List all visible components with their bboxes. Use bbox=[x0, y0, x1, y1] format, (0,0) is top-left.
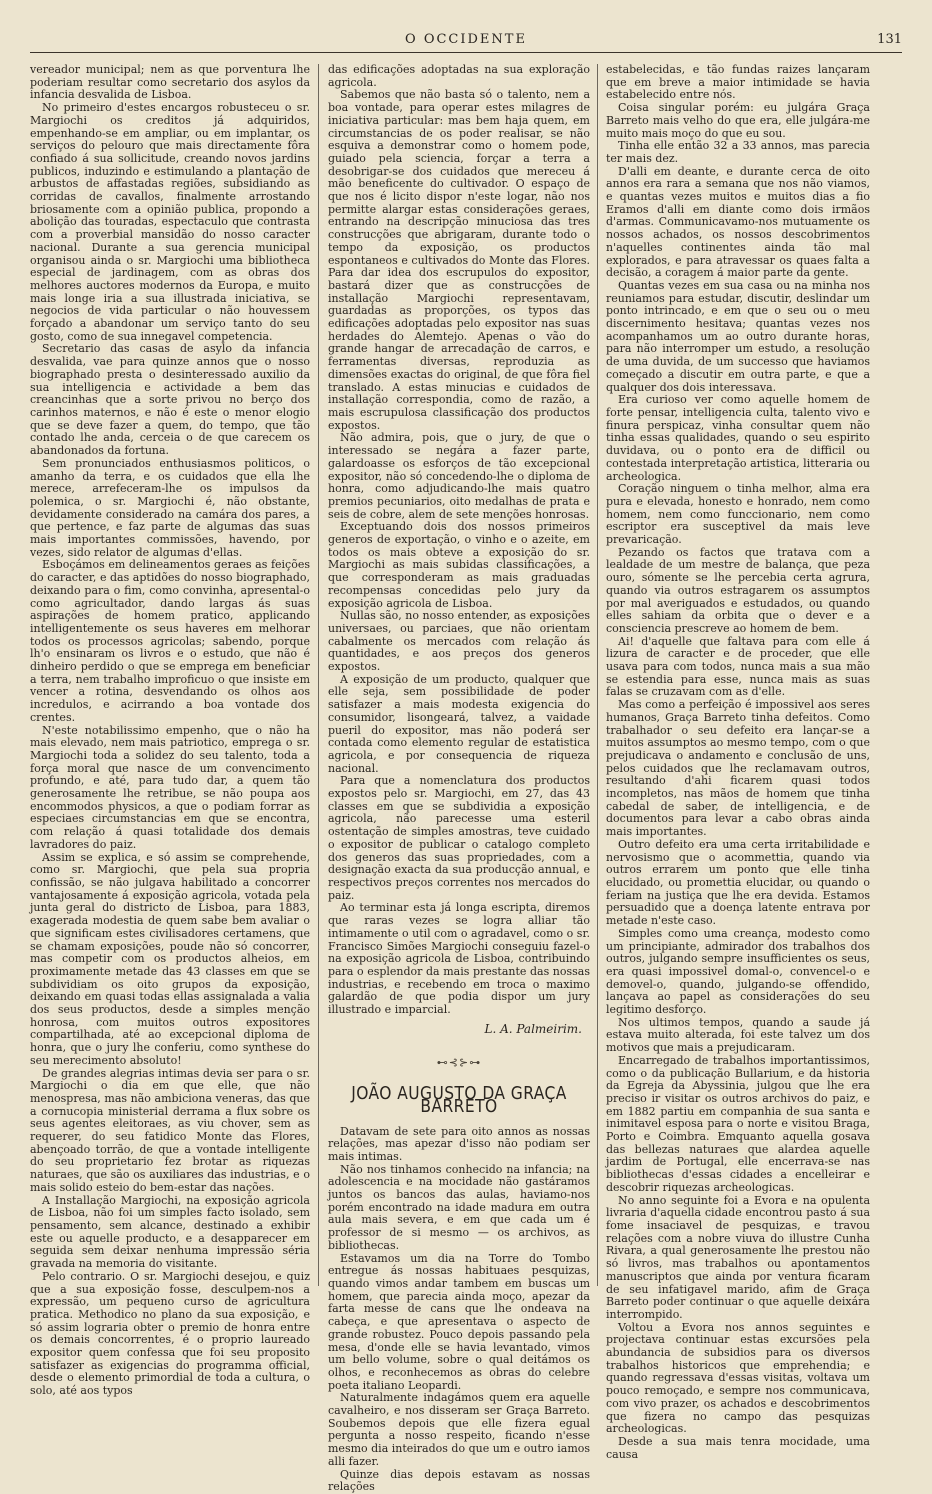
column-divider bbox=[318, 64, 319, 1286]
page-header bbox=[30, 30, 902, 53]
paragraph: A Installação Margiochi, na exposição agricola de Lisboa, não foi um simples facto isolado, sem pensamento, sem alcance, destinado a exhibir este ou aquelle producto, e a desapparecer em seguida sem deixar nenhuma impressão séria gravada na memoria do visitante. bbox=[30, 1193, 310, 1271]
running-title: O OCCIDENTE bbox=[405, 32, 527, 47]
paragraph: A exposição de um producto, qualquer que elle seja, sem possibilidade de poder satisfazer a mais modesta exigencia do consumidor, lisongeará, talvez, a vaidade pueril do expositor, mas não poderá ser contada como elemento regular de estatistica agricola, e por consequencia de riqueza nacional. bbox=[328, 672, 590, 775]
paragraph: Não nos tinhamos conhecido na infancia; na adolescencia e na mocidade não gastáramos juntos os bancos das aulas, haviamo-nos porém encontrado na idade madura em outra aula mais severa, e em que cada um é professor de si mesmo — os archivos, as bibliothecas. bbox=[328, 1162, 590, 1252]
paragraph: Mas como a perfeição é impossivel aos seres humanos, Graça Barreto tinha defeitos. Como trabalhador o seu defeito era lançar-se a muitos assumptos ao mesmo tempo, com o que prejudicava o andamento e conclusão de uns, pelos cuidados que lhe reclamavam outros, resultando d'ahi ficarem quasi todos incompletos, nas mãos de homem que tinha cabedal de saber, de intelligencia, e de documentos para levar a cabo obras ainda mais importantes. bbox=[606, 698, 870, 839]
paragraph: Naturalmente indagámos quem era aquelle cavalheiro, e nos disseram ser Graça Barreto. Soubemos depois que elle fizera egual pergunta a nosso respeito, ficando n'esse mesmo dia inteirados do que um e outro iamos alli fazer. bbox=[328, 1391, 591, 1468]
paragraph: Pelo contrario. O sr. Margiochi desejou, e quiz que a sua exposição fosse, desculpem-nos a expressão, um pequeno curso de agricultura pratica. Methodico no plano da sua exposição, e só assim lograria obter o premio de honra entre os demais concorrentes, é o proprio laureado expositor quem confessa que foi seu proposito satisfazer as exigencias do programma official, desde o elemento primordial de toda a cultura, o solo, até aos typos bbox=[30, 1269, 310, 1398]
paragraph: Assim se explica, e só assim se comprehende, como sr. Margiochi, que pela sua propria confissão, se não julgava habilitado a concorrer vantajosamente á exposição agricola, votada pela junta geral do districto de Lisboa, para 1883, exagerada modestia de quem sabe bem avaliar o que significam estes civilisadores certamens, que se chamam exposições, poude não só concorrer, mas competir com os productos alheios, em proximamente metade das 43 classes em que se subdividiam os oito grupos da exposição, deixando em quasi todas ellas assignalada a valia dos seus productos, desde a simples menção honrosa, com muitos outros expositores compartilhada, até ao excepcional diploma de honra, que o jury lhe conferiu, como synthese do seu merecimento absoluto! bbox=[30, 850, 310, 1067]
paragraph: estabelecidas, e tão fundas raizes lançaram que em breve a maior intimidade se havia estabelecido entre nós. bbox=[606, 63, 870, 102]
paragraph: Desde a sua mais tenra mocidade, uma causa bbox=[606, 1434, 870, 1461]
paragraph: Tinha elle então 32 a 33 annos, mas parecia ter mais dez. bbox=[606, 139, 870, 165]
column-2 bbox=[328, 63, 591, 1494]
column-1 bbox=[30, 63, 310, 1398]
paragraph: Nos ultimos tempos, quando a saude já estava muito alterada, foi este talvez um dos motivos que mais a prejudicaram. bbox=[606, 1015, 870, 1055]
ornament-divider: ⊷⊰⊱⊶ bbox=[436, 1056, 482, 1070]
paragraph: No primeiro d'estes encargos robusteceu o sr. Margiochi os creditos já adquiridos, empenhando-se em ampliar, ou em implantar, os serviços do pelouro que mais directamente fôra confiado á sua sollicitude, creando novos jardins publicos, induzindo e estimulando a plantação de arbustos de affastadas regiões, subsidiando as corridas de cavallos, finalmente arrostando briosamente com a opinião publica, propondo a abolição das touradas, espectaculo que contrasta com a proverbial mansidão do nosso caracter nacional. Durante a sua gerencia municipal organisou ainda o sr. Margiochi uma bibliotheca especial de jardinagem, com as obras dos melhores auctores modernos da Europa, e muito mais longe iria a sua illustrada iniciativa, se negocios de vida particular o não houvessem forçado a abandonar um serviço tanto do seu gosto, como de sua innegavel competencia. bbox=[30, 101, 310, 343]
paragraph: Coisa singular porém: eu julgára Graça Barreto mais velho do que era, elle julgára-me muito mais moço do que eu sou. bbox=[606, 101, 870, 140]
paragraph: Simples como uma creança, modesto como um principiante, admirador dos trabalhos dos outros, julgando sempre insufficientes os seus, era quasi impossivel domal-o, convencel-o e demovel-o, quando, julgando-se offendido, lançava ao papel as considerações do seu legitimo desforço. bbox=[606, 926, 870, 1017]
paragraph: De grandes alegrias intimas devia ser para o sr. Margiochi o dia em que elle, que não menospresa, mas não ambiciona veneras, das que a cornucopia ministerial derrama a flux sobre os seus agentes eleitoraes, as viu chover, sem as requerer, do seu fatidico Monte das Flores, abençoado torrão, de que a vontade intelligente do seu proprietario fez brotar as riquezas naturaes, que são os auxiliares das industrias, e o mais solido esteio do bem-estar das nações. bbox=[30, 1066, 310, 1194]
paragraph: Quantas vezes em sua casa ou na minha nos reuniamos para estudar, discutir, deslindar um ponto intrincado, e em que o seu ou o meu discernimento hesitava; quantas vezes nos acompanhamos um ao outro durante horas, para não interromper um estudo, a resolução de uma duvida, de um successo que haviamos começado a discutir em outra parte, e que a qualquer dos dois interessava. bbox=[606, 278, 870, 394]
author-signature: L. A. Palmeirim. bbox=[484, 1021, 582, 1036]
column-3 bbox=[606, 63, 870, 1461]
page-number: 131 bbox=[877, 32, 902, 47]
paragraph: vereador municipal; nem as que porventura lhe poderiam resultar como secretario dos asylos da infancia desvalida de Lisboa. bbox=[30, 63, 310, 102]
paragraph: Ai! d'aquelle que faltava para com elle á lizura de caracter e de proceder, que elle usava para com todos, nunca mais a sua mão se estendia para esse, nunca mais as suas falas se cruzavam com as d'elle. bbox=[606, 634, 870, 699]
article-title: JOÃO AUGUSTO DA GRAÇA BARRETO bbox=[351, 1083, 567, 1117]
paragraph: Sem pronunciados enthusiasmos politicos, o amanho da terra, e os cuidados que ella lhe merece, arrefeceram-lhe os impulsos da polemica, o sr. Margiochi é, não obstante, devidamente considerado na camára dos pares, a que pertence, e faz parte de algumas das suas mais importantes commissões, havendo, por vezes, sido relator de algumas d'ellas. bbox=[30, 456, 310, 559]
paragraph: Datavam de sete para oito annos as nossas relações, mas apezar d'isso não podiam ser mais intimas. bbox=[328, 1124, 590, 1163]
paragraph: No anno seguinte foi a Evora e na opulenta livraria d'aquella cidade encontrou pasto á sua fome insaciavel de pesquizas, e travou relações com a nobre viuva do illustre Cunha Rivara, a qual generosamente lhe prestou não só livros, mas trabalhos ou apontamentos manuscriptos que ainda por ventura ficaram de seu infatigavel marido, afim de Graça Barreto poder continuar o que aquelle deixára interrompido. bbox=[606, 1193, 870, 1321]
paragraph: Coração ninguem o tinha melhor, alma era pura e elevada, honesto e honrado, nem como homem, nem como funccionario, nem como escriptor era susceptivel da mais leve prevaricação. bbox=[606, 482, 870, 547]
paragraph: Outro defeito era uma certa irritabilidade e nervosismo que o acommettia, quando via outros errarem um ponto que elle tinha elucidado, ou promettia elucidar, ou quando o feriam na justiça que lhe era devida. Estamos persuadido que a doença latente entrava por metade n'este caso. bbox=[606, 837, 870, 928]
paragraph: Pezando os factos que tratava com a lealdade de um mestre de balança, que peza ouro, sómente se lhe percebia certa agrura, quando via outros estragarem os assumptos por mal averiguados e estudados, ou quando elles sahiam da orbita que o dever e a consciencia prescreve ao homem de bem. bbox=[606, 545, 870, 635]
paragraph: Era curioso ver como aquelle homem de forte pensar, intelligencia culta, talento vivo e finura perspicaz, vinha consultar quem não tinha essas qualidades, quando o seu espirito duvidava, ou o ponto era de difficil ou contestada interpretação artistica, litteraria ou archeologica. bbox=[606, 393, 870, 483]
paragraph: Para que a nomenclatura dos productos expostos pelo sr. Margiochi, em 27, das 43 classes em que se subdividia a exposição agricola, não parecesse uma esteril ostentação de simples amostras, teve cuidado o expositor de publicar o catalogo completo dos generos das suas propriedades, com a designação exacta da sua producção annual, e respectivos preços correntes nos mercados do paiz. bbox=[328, 774, 590, 902]
paragraph: Esboçámos em delineamentos geraes as feições do caracter, e das aptidões do nosso biographado, deixando para o fim, como convinha, apresental-o como agricultador, dando largas ás suas aspirações de homem pratico, applicando intelligentemente os seus haveres em melhorar todos os processos agricolas; sabendo, porque lh'o ensinaram os livros e o estudo, que não é dinheiro perdido o que se emprega em beneficiar a terra, nem trabalho improficuo o que insiste em vencer a rotina, desvendando os olhos aos incredulos, e acirrando a boa vontade dos crentes. bbox=[30, 558, 310, 724]
paragraph: Estavamos um dia na Torre do Tombo entregue ás nossas habituaes pesquizas, quando vimos andar tambem em buscas um homem, que parecia ainda moço, apezar da farta messe de cans que lhe ondeava na cabeça, e que apresentava o aspecto de grande robustez. Pouco depois passando pela mesa, d'onde elle se havia levantado, vimos um bello volume, sobre o qual deitámos os olhos, e reconhecemos as obras do celebre poeta italiano Leopardi. bbox=[328, 1251, 590, 1392]
column-divider bbox=[597, 64, 598, 1286]
paragraph: Sabemos que não basta só o talento, nem a boa vontade, para operar estes milagres de iniciativa particular: mas bem haja quem, em circumstancias de os poder realisar, se não esquiva a demonstrar como o homem pode, guiado pela sciencia, forçar a terra a desobrigar-se dos cuidados que mereceu á mão beneficente do cultivador. O espaço de que nos é licito dispor n'este logar, não nos permitte alargar estas considerações geraes, entrando na descripção minuciosa das tres construcções que abrigaram, durante todo o tempo da exposição, os productos espontaneos e cultivados do Monte das Flores. Para dar idea dos escrupulos do expositor, bastará dizer que as construcções de installação Margiochi representavam, guardadas as proporções, os typos das edificações adoptadas pelo expositor nas suas herdades do Alemtejo. Apenas o vão do grande hangar de arrecadação de carros, e ferramentas diversas, reproduzia as dimensões exactas do original, de que fôra fiel translado. A estas minucias e cuidados de installação correspondia, como de razão, a mais escrupulosa classificação dos productos expostos. bbox=[328, 88, 590, 432]
paragraph: N'este notabilissimo empenho, que o não ha mais elevado, nem mais patriotico, emprega o sr. Margiochi toda a solidez do seu talento, toda a força moral que nasce de um convencimento profundo, e até, para tudo dar, a quem tão generosamente lhe retribue, se não poupa aos encommodos physicos, a que o podiam forrar as especiaes circumstancias em que se encontra, com relação á quasi totalidade dos demais lavradores do paiz. bbox=[30, 723, 310, 851]
paragraph: Exceptuando dois dos nossos primeiros generos de exportação, o vinho e o azeite, em todos os mais obteve a exposição do sr. Margiochi as mais subidas classificações, a que corresponderam as mais graduadas recompensas concedidas pelo jury da exposição agricola de Lisboa. bbox=[328, 520, 590, 610]
paragraph: Não admira, pois, que o jury, de que o interessado se negára a fazer parte, galardoasse os esforços de tão excepcional expositor, não só concedendo-lhe o diploma de honra, como adjudicando-lhe mais quatro premios pecuniarios, oito medalhas de prata e seis de cobre, alem de sete menções honrosas. bbox=[328, 431, 590, 521]
paragraph: Voltou a Evora nos annos seguintes e projectava continuar estas excursões pela abundancia de subsidios para os diversos trabalhos historicos que emprehendia; e quando regressava d'essas visitas, voltava um pouco remoçado, e sempre nos communicava, com vivo prazer, os achados e descobrimentos que fizera no campo das pesquizas archeologicas. bbox=[606, 1320, 870, 1436]
paragraph: Encarregado de trabalhos importantissimos, como o da publicação Bullarium, e da historia da Egreja da Abyssinia, julgou que lhe era preciso ir visitar os outros archivos do paiz, e em 1882 partiu em companhia de sua santa e inimitavel esposa para o norte e visitou Braga, Porto e Coimbra. Emquanto aquella gosava das bellezas naturaes que alardea aquelle jardim de Portugal, elle encerrava-se nas bibliothecas d'essas cidades a encelleirar e descobrir riquezas archeologicas. bbox=[606, 1053, 870, 1194]
paragraph: Nullas são, no nosso entender, as exposições universaes, ou parciaes, que não orientam cabalmente os mercados com relação ás quantidades, e aos preços dos generos expostos. bbox=[328, 609, 590, 674]
paragraph: Quinze dias depois estavam as nossas relações bbox=[328, 1467, 590, 1494]
paragraph: Secretario das casas de asylo da infancia desvalida, vae para quinze annos que o nosso biographado presta o desinteressado auxilio da sua intelligencia e actividade a bem das creancinhas que a sorte privou no berço dos carinhos maternos, e não é este o menor elogio que se deve fazer a quem, do tempo, que tão contado lhe anda, cerceia o de que carecem os abandonados da fortuna. bbox=[30, 342, 310, 458]
paragraph: D'alli em deante, e durante cerca de oito annos era rara a semana que nos não viamos, e quantas vezes muitos e muitos dias a fio Eramos d'alli em diante como dois irmãos d'armas. Communicavamo-nos mutuamente os nossos achados, os nossos descobrimentos n'aquelles continentes ainda tão mal explorados, e para atravessar os quaes falta a decisão, a coragem á maior parte da gente. bbox=[606, 164, 870, 280]
paragraph: Ao terminar esta já longa escripta, diremos que raras vezes se logra alliar tão intimamente o util com o agradavel, como o sr. Francisco Simões Margiochi conseguiu fazel-o na exposição agricola de Lisboa, contribuindo para o esplendor da mais prestante das nossas industrias, e recebendo em troca o maximo galardão de que podia dispor um jury illustrado e imparcial. bbox=[328, 901, 590, 1017]
paragraph: das edificações adoptadas na sua exploração agricola. bbox=[328, 63, 590, 89]
